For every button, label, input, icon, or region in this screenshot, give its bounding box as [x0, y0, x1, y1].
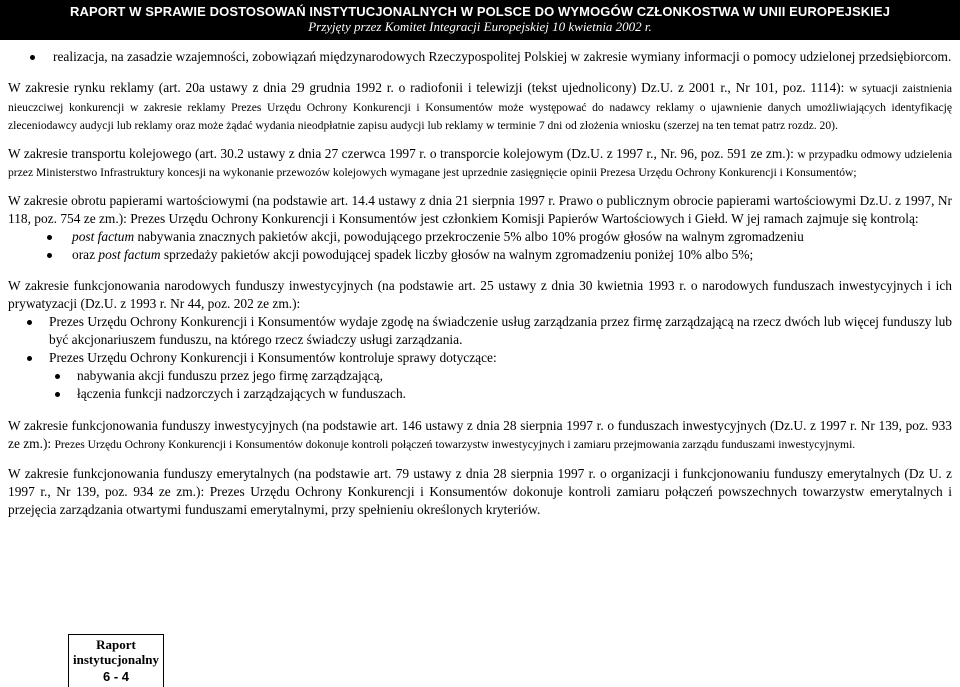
intro-list: [8, 48, 952, 66]
securities-item: [8, 228, 952, 246]
investment-funds-body: Prezes Urzędu Ochrony Konkurencji i Konsumentów dokonuje kontroli połączeń towarzystw inwestycyjnych i zamiaru przejmowania zarządu funduszami inwestycyjnymi.: [54, 437, 856, 451]
securities-item: [8, 246, 952, 264]
securities-list: [8, 228, 952, 264]
securities-body: Prezes Urzędu Ochrony Konkurencji i Konsumentów jest członkiem Komisji Papierów Wartościowych i Giełd. W jej ramach zajmuje się kontrolą:: [130, 210, 919, 226]
footer-box: [68, 634, 164, 687]
securities-item-pre: oraz: [72, 246, 99, 262]
securities-section: [8, 192, 952, 228]
investment-funds-section: [8, 417, 952, 454]
national-funds-subitem: łączenia funkcji nadzorczych i zarządzających w funduszach.: [8, 385, 952, 403]
rail-lead: W zakresie transportu kolejowego (art. 30.2 ustawy z dnia 27 czerwca 1997 r. o transporcie kolejowym (Dz.U. z 1997 r., Nr. 96, poz. 591 ze zm.):: [8, 145, 794, 161]
national-funds-subitem: nabywania akcji funduszu przez jego firmę zarządzającą,: [8, 367, 952, 385]
national-funds-item: Prezes Urzędu Ochrony Konkurencji i Konsumentów kontroluje sprawy dotyczące:: [8, 349, 952, 367]
page-number: 6 - 4: [102, 669, 129, 684]
report-title: RAPORT W SPRAWIE DOSTOSOWAŃ INSTYTUCJONALNYCH W POLSCE DO WYMOGÓW CZŁONKOSTWA W UNII EUROPEJSKIEJ: [69, 4, 891, 19]
securities-item-italic: post factum: [98, 246, 161, 262]
investment-funds-lead: W zakresie funkcjonowania funduszy inwestycyjnych (na podstawie art. 146 ustawy z dnia 28 sierpnia 1997 r. o funduszach inwestycyjnych (Dz.U. z 1997 r. Nr 139, poz. 933 ze zm.):: [8, 417, 952, 451]
advertising-section: [8, 79, 952, 135]
rail-section: [8, 145, 952, 182]
securities-item-rest: sprzedaży pakietów akcji powodującej spadek liczby głosów na walnym zgromadzeniu poniżej 10% albo 5%;: [160, 246, 754, 262]
securities-item-italic: post factum: [72, 228, 135, 244]
securities-lead: W zakresie obrotu papierami wartościowymi (na podstawie art. 14.4 ustawy z dnia 21 sierpnia 1997 r. Prawo o publicznym obrocie papierami wartościowymi Dz.U. z 1997, Nr 118, poz. 754 ze zm.):: [8, 192, 952, 226]
national-funds-sublist: [8, 367, 952, 403]
document-body: [8, 48, 952, 519]
national-funds-list: [8, 313, 952, 367]
pension-funds-section: W zakresie funkcjonowania funduszy emerytalnych (na podstawie art. 79 ustawy z dnia 28 sierpnia 1997 r. o organizacji i funkcjonowaniu funduszy emerytalnych (Dz U. z 1997 r., Nr 139, poz. 934 ze zm.): Prezes Urzędu Ochrony Konkurencji i Konsumentów dokonuje kontroli zamiaru połączeń powszechnych towarzystw emerytalnych i przejęcia zarządzania otwartymi funduszami emerytalnymi, przy spełnieniu określonych kryteriów.: [8, 466, 952, 517]
advertising-body: w sytuacji zaistnienia nieuczciwej konkurencji w zakresie reklamy Prezes Urzędu Ochrony Konkurencji i Konsumentów może występować do nadawcy reklamy o ujawnienie danych umożliwiających identyfikację zleceniodawcy audycji lub reklamy oraz może żądać wydania nieodpłatnie zapisu audycji lub reklamy w terminie 7 dni od złożenia wniosku (szerzej na ten temat patrz rozdz. 20).: [8, 82, 952, 132]
document-header: [0, 0, 960, 40]
national-funds-item: Prezes Urzędu Ochrony Konkurencji i Konsumentów wydaje zgodę na świadczenie usług zarządzania przez firmę zarządzającą na rzecz dwóch lub więcej funduszy lub być akcjonariuszem funduszu, na którego rzecz świadczy usługi zarządzania.: [8, 313, 952, 349]
rail-body: w przypadku odmowy udzielenia przez Ministerstwo Infrastruktury koncesji na wykonanie przewozów kolejowych wymagane jest uprzednie zasięgnięcie opinii Prezesa Urzędu Ochrony Konkurencji i Konsumentów;: [8, 147, 952, 179]
advertising-lead: W zakresie rynku reklamy (art. 20a ustawy z dnia 29 grudnia 1992 r. o radiofonii i telewizji (tekst ujednolicony) Dz.U. z 2001 r., Nr 101, poz. 1114):: [8, 80, 845, 95]
securities-item-rest: nabywania znacznych pakietów akcji, powodującego przekroczenie 5% albo 10% progów głosów na walnym zgromadzeniu: [134, 228, 804, 244]
intro-bullet: realizacja, na zasadzie wzajemności, zobowiązań międzynarodowych Rzeczypospolitej Polskiej w zakresie wymiany informacji o pomocy udzielonej przedsiębiorcom.: [8, 48, 952, 66]
national-funds-lead: W zakresie funkcjonowania narodowych funduszy inwestycyjnych (na podstawie art. 25 ustawy z dnia 30 kwietnia 1993 r. o narodowych funduszach inwestycyjnych i ich prywatyzacji (Dz.U. z 1993 r. Nr 44, poz. 202 ze zm.):: [8, 277, 952, 311]
report-subtitle: Przyjęty przez Komitet Integracji Europejskiej 10 kwietnia 2002 r.: [308, 19, 652, 34]
footer-label: Raport instytucjonalny: [73, 637, 159, 667]
